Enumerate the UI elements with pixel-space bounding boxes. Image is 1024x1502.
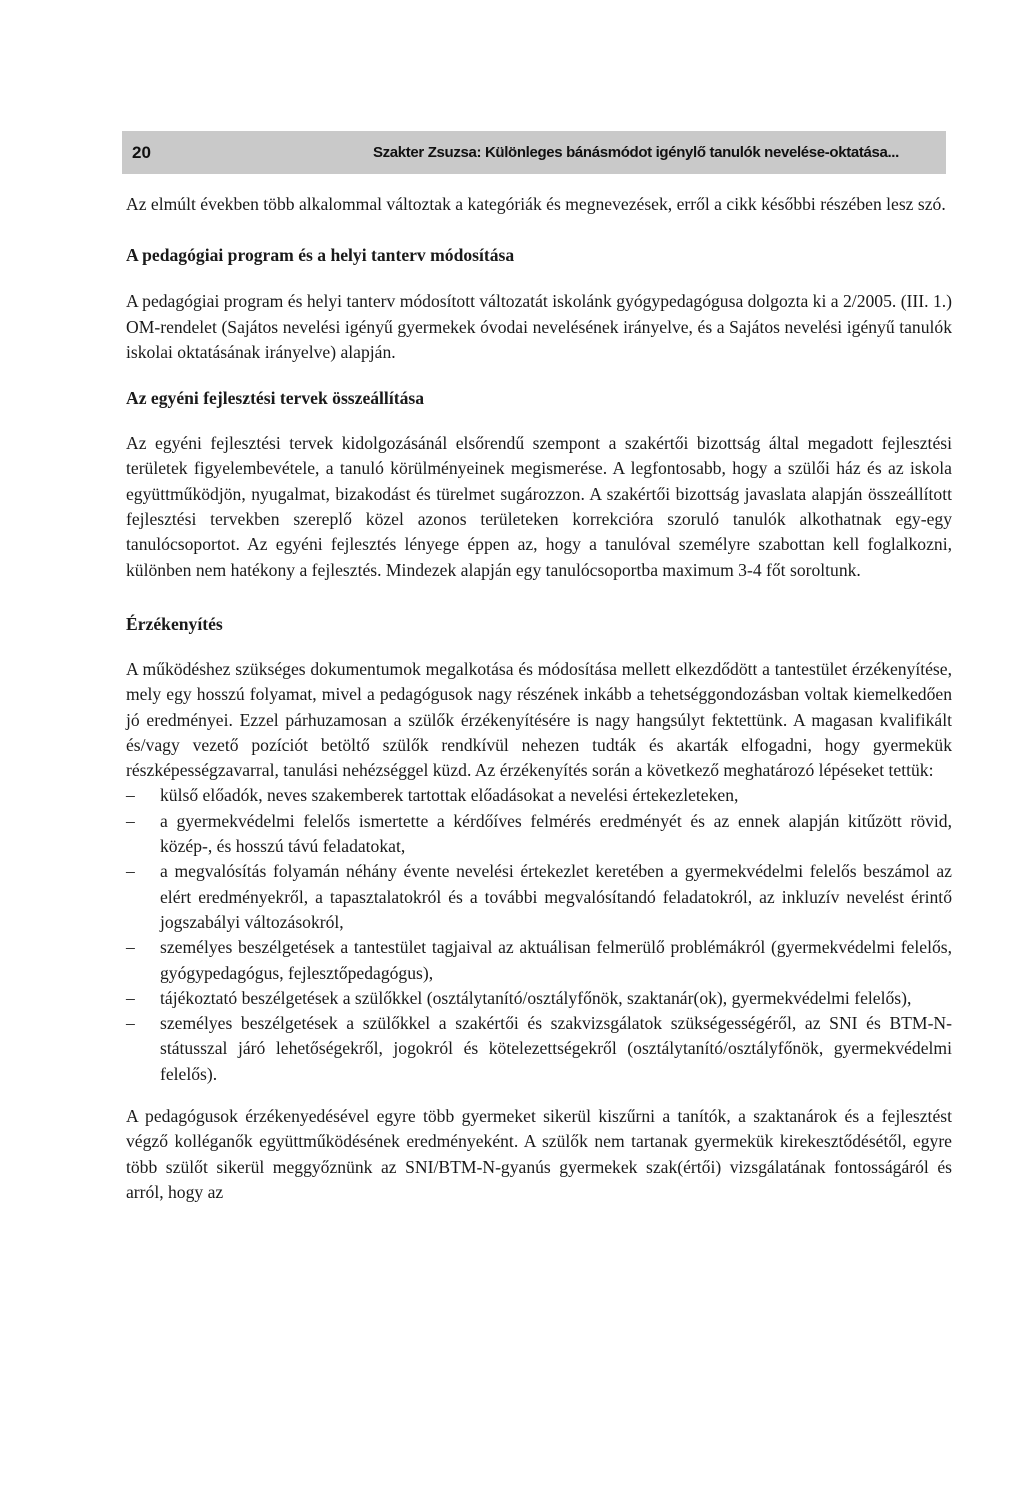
list-item bbox=[126, 783, 952, 808]
list-item-text: tájékoztató beszélgetések a szülőkkel (osztálytanító/osztályfőnök, szaktanár(ok), gyermekvédelmi felelős), bbox=[160, 987, 912, 1008]
dash-bullet: – bbox=[126, 810, 135, 831]
running-title: Szakter Zsuzsa: Különleges bánásmódot igénylő tanulók nevelése-oktatása... bbox=[373, 144, 899, 161]
list-item bbox=[126, 1011, 952, 1087]
dash-bullet: – bbox=[126, 1013, 135, 1034]
body-content bbox=[126, 192, 952, 1205]
intro-paragraph: Az elmúlt években több alkalommal változtak a kategóriák és megnevezések, erről a cikk későbbi részében lesz szó. bbox=[126, 194, 946, 214]
list-item-text: külső előadók, neves szakemberek tartottak előadásokat a nevelési értekezleteken, bbox=[160, 785, 739, 806]
list-item-text: személyes beszélgetések a szülőkkel a szakértői és szakvizsgálatok szükségességéről, az SNI és BTM-N-státusszal járó lehetőségekről, jogokról és kötelezettségekről (osztálytanító/osztályfőnök, gyermekvédelmi felelős). bbox=[160, 1013, 952, 1084]
list-item bbox=[126, 859, 952, 935]
section-heading-program: A pedagógiai program és a helyi tanterv módosítása bbox=[126, 245, 515, 266]
steps-list bbox=[126, 783, 952, 1087]
section-paragraph-sensitization: A működéshez szükséges dokumentumok megalkotása és módosítása mellett elkezdődött a tantestület érzékenyítése, mely egy hosszú folyamat, mivel a pedagógusok nagy részének inkább a tehetséggondozásban voltak kiemelkedően jó eredményei. Ezzel párhuzamosan a szülők érzékenyítésére is nagy hangsúlyt fektettünk. A magasan kvalifikált és/vagy vezető pozíciót betöltő szülők rendkívül nehezen tudták és akarták elfogadni, hogy gyermekük részképességzavarral, tanulási nehézséggel küzd. Az érzékenyítés során a következő meghatározó lépéseket tettük: bbox=[126, 658, 952, 781]
section-heading-sensitization: Érzékenyítés bbox=[126, 613, 223, 634]
closing-paragraph: A pedagógusok érzékenyedésével egyre több gyermeket sikerül kiszűrni a tanítók, a szaktanárok és a fejlesztést végző kolléganők együttműködésének eredményeként. A szülők nem tartanak gyermekük kirekesztődésétől, egyre több szülőt sikerül meggyőznünk az SNI/BTM-N-gyanús gyermekek szak(értői) vizsgálatának fontosságáról és arról, hogy az bbox=[126, 1106, 952, 1202]
section-paragraph-development-plans: Az egyéni fejlesztési tervek kidolgozásánál elsőrendű szempont a szakértői bizottság által megadott fejlesztési területek figyelembevétele, a tanuló körülményeinek megismerése. A legfontosabb, hogy a szülői ház és az iskola együttműködjön, nyugalmat, bizakodást és türelmet sugározzon. A szakértői bizottság javaslata alapján összeállított fejlesztési tervekben szereplő közel azonos területeken korrekcióra szoruló tanulók alkothatnak egy-egy tanulócsoportot. Az egyéni fejlesztés lényege éppen az, hogy a tanulóval személyre szabottan kell foglalkozni, különben nem hatékony a fejlesztés. Mindezek alapján egy tanulócsoportba maximum 3-4 főt soroltunk. bbox=[126, 433, 952, 580]
dash-bullet: – bbox=[126, 987, 135, 1008]
list-item-text: a megvalósítás folyamán néhány évente nevelési értekezlet keretében a gyermekvédelmi felelős beszámol az elért eredményekről, a tapasztalatokról és a további megvalósítandó feladatokról, az inkluzív nevelést érintő jogszabályi változásokról, bbox=[160, 861, 952, 932]
list-item-text: személyes beszélgetések a tantestület tagjaival az aktuálisan felmerülő problémákról (gyermekvédelmi felelős, gyógypedagógus, fejlesztőpedagógus), bbox=[160, 937, 952, 983]
dash-bullet: – bbox=[126, 785, 135, 806]
section-heading-development-plans: Az egyéni fejlesztési tervek összeállítása bbox=[126, 388, 425, 409]
section-paragraph-program: A pedagógiai program és helyi tanterv módosított változatát iskolánk gyógypedagógusa dolgozta ki a 2/2005. (III. 1.) OM-rendelet (Sajátos nevelési igényű gyermekek óvodai nevelésének irányelve, és a Sajátos nevelési igényű tanulók iskolai oktatásának irányelve) alapján. bbox=[126, 291, 952, 362]
list-item bbox=[126, 809, 952, 860]
list-item bbox=[126, 935, 952, 986]
dash-bullet: – bbox=[126, 861, 135, 882]
dash-bullet: – bbox=[126, 937, 135, 958]
page-number: 20 bbox=[132, 143, 151, 162]
list-item bbox=[126, 986, 952, 1011]
list-item-text: a gyermekvédelmi felelős ismertette a kérdőíves felmérés eredményét és az ennek alapján kitűzött rövid, közép-, és hosszú távú feladatokat, bbox=[160, 810, 952, 857]
